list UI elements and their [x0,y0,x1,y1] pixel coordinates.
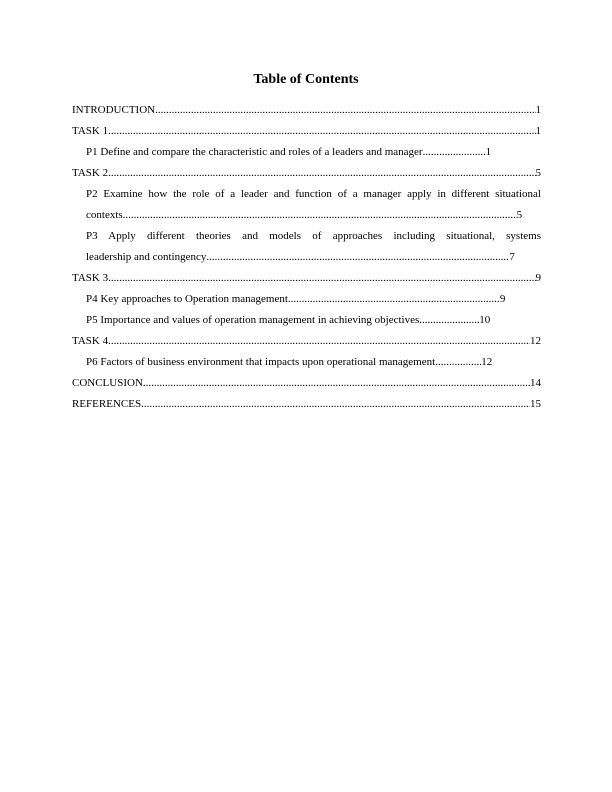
toc-leader-dots [108,331,530,352]
toc-entry-label-line-2: contexts [86,209,123,221]
toc-leader-dots [288,289,500,310]
toc-leader-dots [108,163,535,184]
toc-leader-dots [108,121,535,142]
toc-leader-dots [435,352,481,373]
toc-page-number: 9 [535,272,541,284]
toc-entry-task-2[interactable] [72,163,541,184]
toc-page-number: 1 [485,146,492,158]
toc-page-number: 15 [530,398,541,410]
toc-leader-dots [155,100,535,121]
toc-page-number: 1 [535,125,541,137]
toc-title: Table of Contents [253,72,359,87]
toc-entry-introduction[interactable] [72,100,541,121]
toc-leader-dots [419,310,479,331]
toc-page-number: 7 [509,251,515,263]
toc-leader-dots [423,142,486,163]
toc-page-number: 12 [481,356,493,368]
toc-entry-label: P1 Define and compare the characteristic and roles of a leaders and manager [86,146,423,158]
toc-entry-references[interactable] [72,394,541,415]
toc-entry-label-line-2: leadership and contingency [86,251,207,263]
toc-entry-p4[interactable] [72,289,541,310]
toc-entry-p1[interactable] [72,142,541,163]
toc-leader-dots [206,247,509,268]
toc-entry-label: INTRODUCTION [72,104,156,116]
toc-entry-label: CONCLUSION [72,377,143,389]
toc-entry-label-line-1: P2 Examine how the role of a leader and function of a manager apply in different situational [86,188,541,200]
toc-entry-label: TASK 1 [72,125,109,137]
toc-leader-dots [143,373,530,394]
toc-leader-dots [141,394,530,415]
toc-entry-label: P6 Factors of business environment that impacts upon operational management [86,356,436,368]
toc-entry-p6[interactable] [72,352,541,373]
toc-entry-conclusion[interactable] [72,373,541,394]
toc-page-number: 10 [479,314,491,326]
toc-entry-label: REFERENCES [72,398,142,410]
toc-page-number: 5 [535,167,541,179]
toc-entry-label: P5 Importance and values of operation management in achieving objectives [86,314,420,326]
toc-entry-p5[interactable] [72,310,541,331]
toc-page-number: 14 [530,377,541,389]
toc-entry-task-4[interactable] [72,331,541,352]
toc-entry-label: TASK 4 [72,335,109,347]
toc-entry-task-1[interactable] [72,121,541,142]
toc-page-number: 1 [535,104,541,116]
toc-entry-label: TASK 2 [72,167,109,179]
toc-leader-dots [123,205,517,226]
toc-entry-label: TASK 3 [72,272,109,284]
toc-entry-p3[interactable] [72,226,541,268]
toc-entry-label-line-1: P3 Apply different theories and models of approaches including situational, systems [86,230,541,242]
table-of-contents [72,100,541,415]
toc-entry-task-3[interactable] [72,268,541,289]
toc-page-number: 12 [530,335,541,347]
toc-page-number: 5 [516,209,523,221]
toc-entry-p2[interactable] [72,184,541,226]
toc-leader-dots [108,268,535,289]
toc-entry-label: P4 Key approaches to Operation management [86,293,288,305]
toc-page-number: 9 [499,293,506,305]
